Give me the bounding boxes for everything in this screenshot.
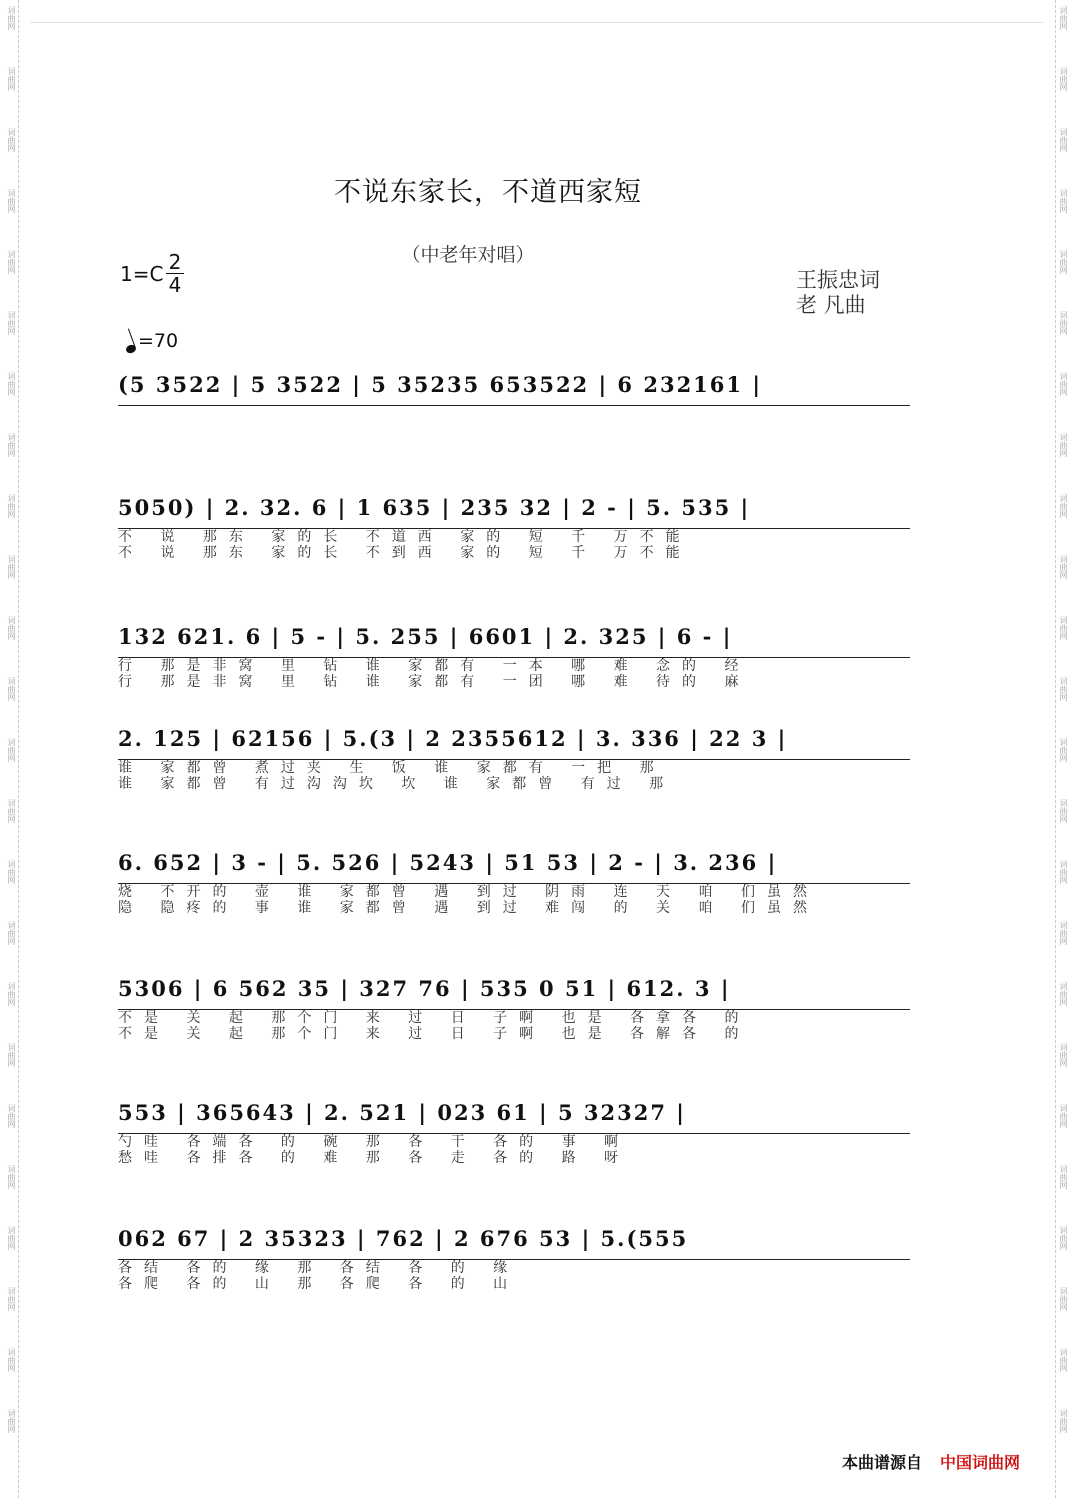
score-line-5 <box>118 850 910 916</box>
tempo-value: =70 <box>138 330 179 352</box>
watermark-text: 词曲网 <box>7 1104 16 1128</box>
watermark-text: 词曲网 <box>7 1043 16 1067</box>
lyric-verse-1: 各结 各的 缘 那 各结 各 的 缘 <box>118 1260 520 1276</box>
watermark-text: 词曲网 <box>1059 6 1068 30</box>
notation-row: 553 | 365643 | 2. 521 | 023 61 | 5 32327 | <box>118 1100 910 1134</box>
watermark-text: 词曲网 <box>7 860 16 884</box>
watermark-text: 词曲网 <box>1059 860 1068 884</box>
source-label: 本曲谱源自 <box>842 1453 923 1472</box>
lyric-verse-2: 各爬 各的 山 那 各爬 各 的 山 <box>118 1276 520 1292</box>
lyric-verse-2: 不 说 那东 家的长 不到西 家的 短 千 万不能 <box>118 545 692 561</box>
watermark-text: 词曲网 <box>7 677 16 701</box>
watermark-text: 词曲网 <box>1059 677 1068 701</box>
watermark-text: 词曲网 <box>7 1226 16 1250</box>
watermark-text: 词曲网 <box>7 1409 16 1433</box>
score-line-7 <box>118 1100 910 1166</box>
notation-row: 6. 652 | 3 - | 5. 526 | 5243 | 51 53 | 2 - | 3. 236 | <box>118 850 910 884</box>
score-line-6 <box>118 976 910 1042</box>
watermark-text: 词曲网 <box>7 982 16 1006</box>
lyric-verse-2: 愁哇 各排各 的 难 那 各 走 各的 路 呀 <box>118 1150 631 1166</box>
lyric-verse-1: 烧 不开的 壶 谁 家都曾 遇 到过 阴雨 连 天 咱 们虽然 <box>118 884 819 900</box>
watermark-text: 词曲网 <box>1059 1226 1068 1250</box>
watermark-text: 词曲网 <box>1059 921 1068 945</box>
watermark-text: 词曲网 <box>1059 1287 1068 1311</box>
watermark-text: 词曲网 <box>7 1287 16 1311</box>
song-subtitle: （中老年对唱） <box>401 244 535 266</box>
watermark-text: 词曲网 <box>1059 250 1068 274</box>
watermark-text: 词曲网 <box>7 1348 16 1372</box>
watermark-text: 词曲网 <box>1059 1043 1068 1067</box>
watermark-text: 词曲网 <box>1059 128 1068 152</box>
watermark-text: 词曲网 <box>1059 1104 1068 1128</box>
meter-top: 2 <box>168 250 182 274</box>
watermark-text: 词曲网 <box>7 494 16 518</box>
watermark-text: 词曲网 <box>7 250 16 274</box>
notation-row: 132 621. 6 | 5 - | 5. 255 | 6601 | 2. 325 | 6 - | <box>118 624 910 658</box>
watermark-text: 词曲网 <box>7 189 16 213</box>
lyric-verse-2: 行 那是非窝 里 钻 谁 家都有 一团 哪 难 待的 麻 <box>118 674 751 690</box>
lyric-verse-1: 行 那是非窝 里 钻 谁 家都有 一本 哪 难 念的 经 <box>118 658 751 674</box>
watermark-text: 词曲网 <box>1059 1348 1068 1372</box>
lyric-verse-1: 不是 关 起 那个门 来 过 日 子啊 也是 各拿各 的 <box>118 1010 751 1026</box>
watermark-text: 词曲网 <box>7 799 16 823</box>
notation-row: 062 67 | 2 35323 | 762 | 2 676 53 | 5.(555 <box>118 1226 910 1260</box>
lyric-verse-2: 不是 关 起 那个门 来 过 日 子啊 也是 各解各 的 <box>118 1026 751 1042</box>
watermark-text: 词曲网 <box>1059 738 1068 762</box>
watermark-text: 词曲网 <box>1059 67 1068 91</box>
watermark-text: 词曲网 <box>1059 982 1068 1006</box>
watermark-text: 词曲网 <box>7 616 16 640</box>
notation-row: 5306 | 6 562 35 | 327 76 | 535 0 51 | 612. 3 | <box>118 976 910 1010</box>
score-line-8 <box>118 1226 910 1292</box>
watermark-text: 词曲网 <box>7 555 16 579</box>
composer-credit: 老 凡曲 <box>796 293 866 317</box>
watermark-text: 词曲网 <box>7 311 16 335</box>
watermark-text: 词曲网 <box>7 372 16 396</box>
watermark-text: 词曲网 <box>1059 555 1068 579</box>
credits <box>796 268 880 318</box>
source-site-link[interactable]: 中国词曲网 <box>940 1453 1021 1472</box>
watermark-text: 词曲网 <box>7 128 16 152</box>
left-watermark-strip <box>4 0 19 1498</box>
meter-bottom: 4 <box>168 273 182 297</box>
tempo-marking <box>126 330 178 352</box>
notation-row: (5 3522 | 5 3522 | 5 35235 653522 | 6 232161 | <box>118 372 910 406</box>
watermark-text: 词曲网 <box>1059 799 1068 823</box>
lyric-verse-1: 不 说 那东 家的长 不道西 家的 短 千 万不能 <box>118 529 692 545</box>
watermark-text: 词曲网 <box>1059 311 1068 335</box>
notation-row: 2. 125 | 62156 | 5.(3 | 2 2355612 | 3. 336 | 22 3 | <box>118 726 910 760</box>
watermark-text: 词曲网 <box>1059 372 1068 396</box>
watermark-text: 词曲网 <box>7 67 16 91</box>
notation-row: 5050) | 2. 32. 6 | 1 635 | 235 32 | 2 - | 5. 535 | <box>118 495 910 529</box>
watermark-text: 词曲网 <box>1059 616 1068 640</box>
watermark-text: 词曲网 <box>1059 1409 1068 1433</box>
lyric-verse-1: 谁 家都曾 煮过夹 生 饭 谁 家都有 一把 那 <box>118 760 666 776</box>
score-line-1 <box>118 372 910 406</box>
watermark-text: 词曲网 <box>7 738 16 762</box>
score-line-4 <box>118 726 910 792</box>
song-title: 不说东家长，不道西家短 <box>334 177 642 208</box>
lyricist-credit: 王振忠词 <box>796 268 880 292</box>
lyric-verse-1: 勺哇 各端各 的 碗 那 各 干 各的 事 啊 <box>118 1134 631 1150</box>
watermark-text: 词曲网 <box>7 1165 16 1189</box>
watermark-text: 词曲网 <box>1059 1165 1068 1189</box>
lyric-verse-2: 隐 隐疼的 事 谁 家都曾 遇 到过 难闯 的 关 咱 们虽然 <box>118 900 819 916</box>
quarter-note-icon <box>125 344 137 355</box>
watermark-text: 词曲网 <box>1059 433 1068 457</box>
source-footer <box>842 1450 1020 1473</box>
score-line-2 <box>118 495 910 561</box>
watermark-text: 词曲网 <box>7 6 16 30</box>
top-rule <box>30 22 1044 23</box>
watermark-text: 词曲网 <box>7 433 16 457</box>
watermark-text: 词曲网 <box>1059 189 1068 213</box>
right-watermark-strip <box>1055 0 1070 1498</box>
time-signature <box>166 252 184 295</box>
watermark-text: 词曲网 <box>7 921 16 945</box>
lyric-verse-2: 谁 家都曾 有过沟沟坎 坎 谁 家都曾 有过 那 <box>118 776 676 792</box>
key-signature: 1=C <box>120 262 164 286</box>
score-line-3 <box>118 624 910 690</box>
watermark-text: 词曲网 <box>1059 494 1068 518</box>
